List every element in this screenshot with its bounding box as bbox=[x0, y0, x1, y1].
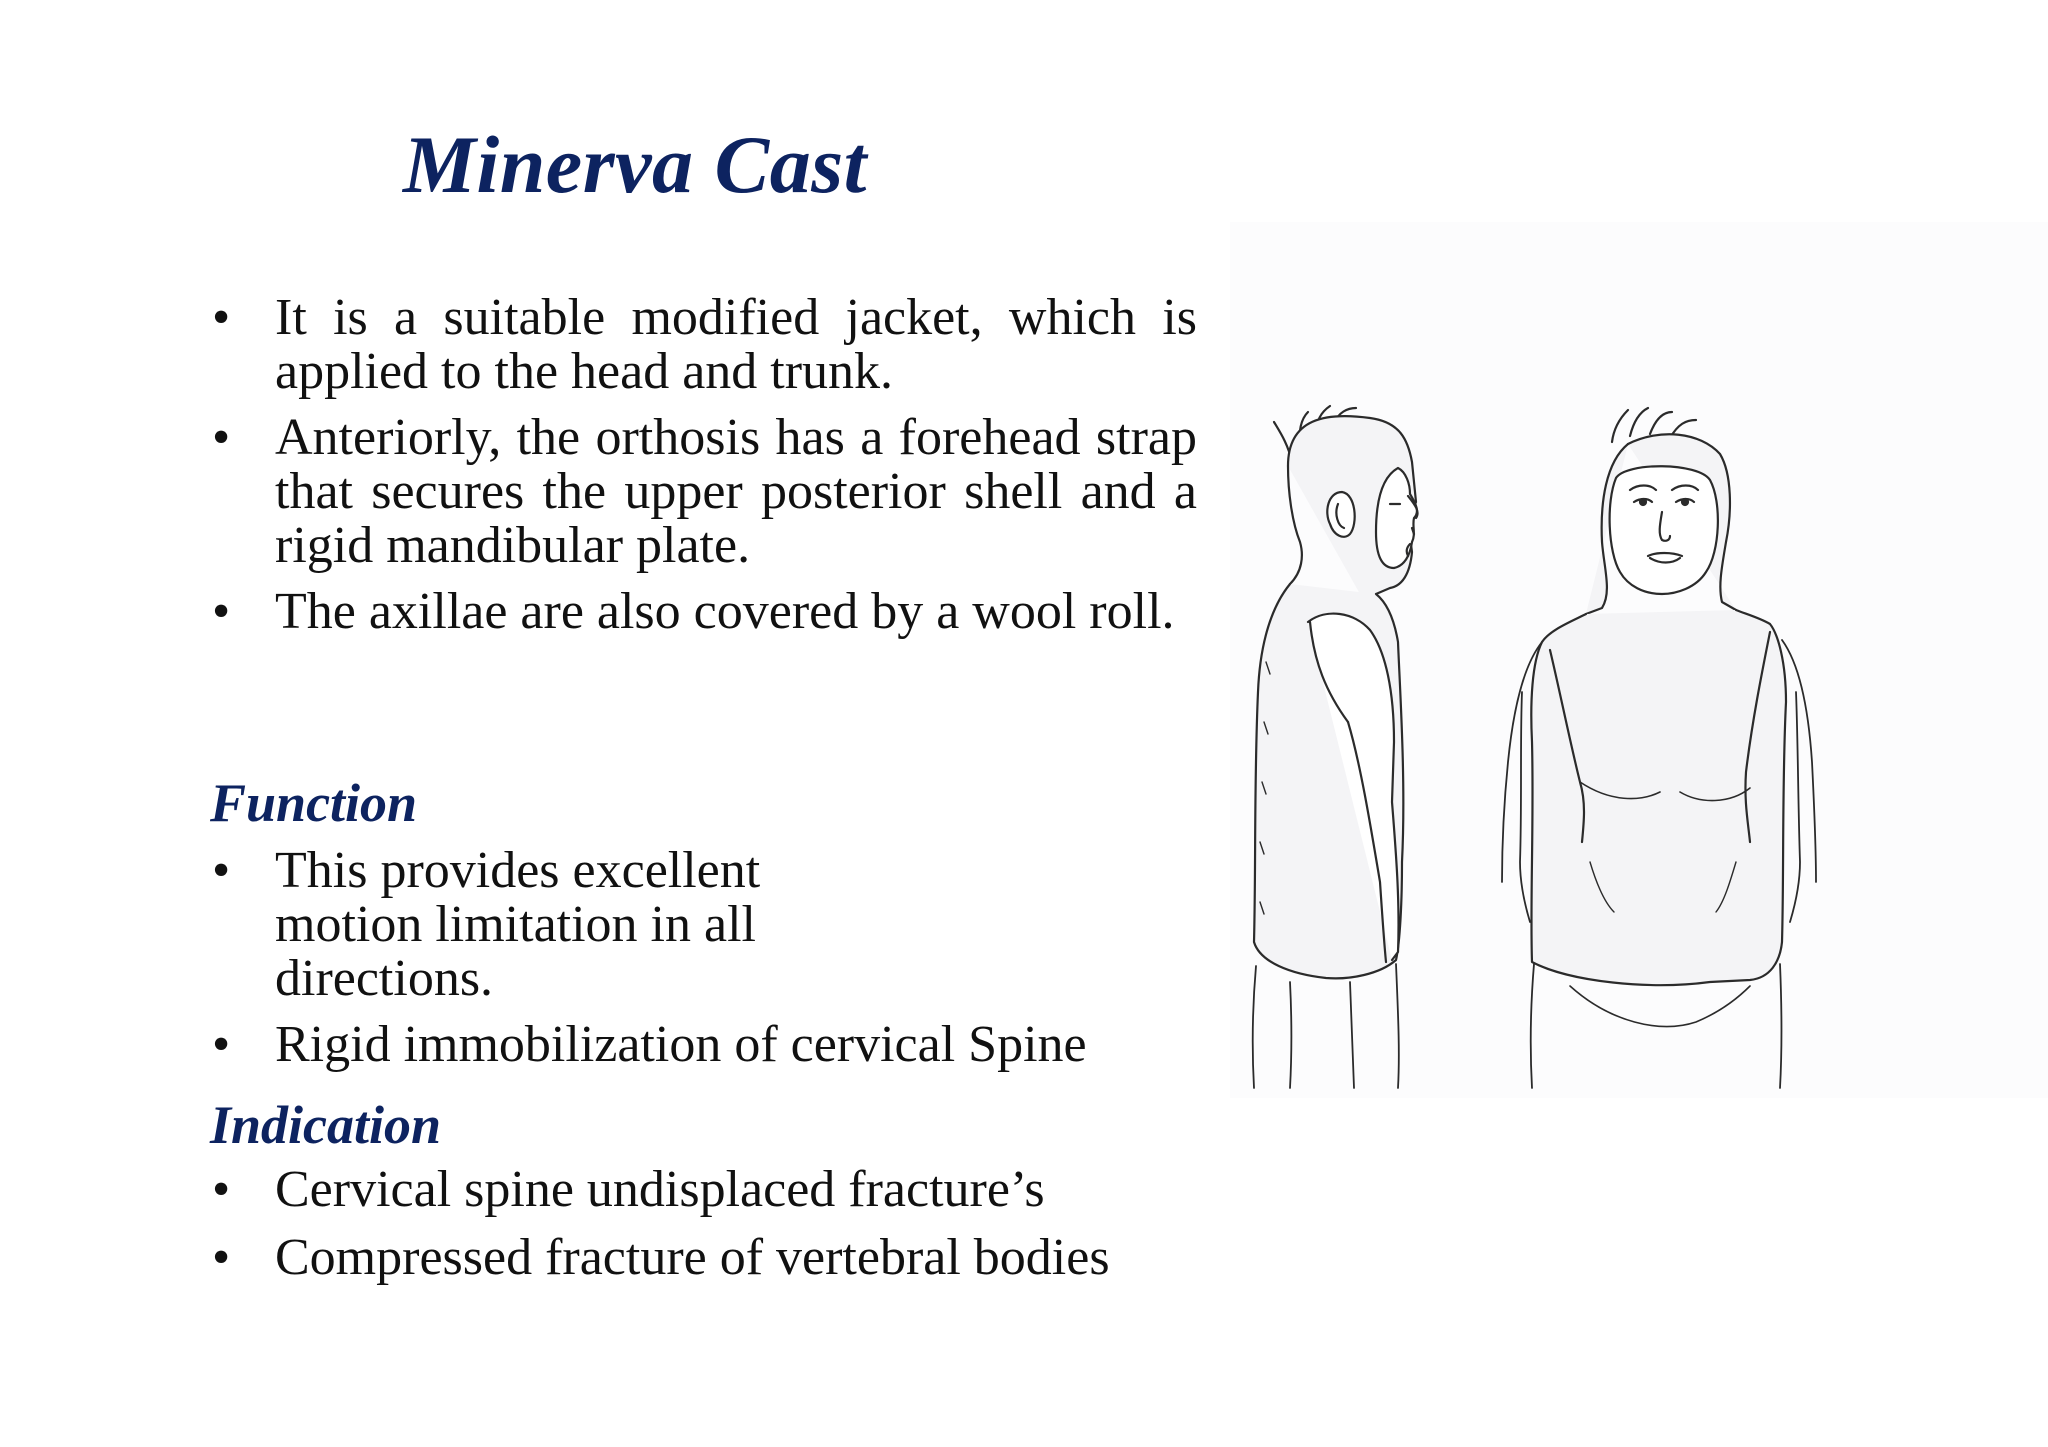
bullet: • bbox=[212, 1161, 231, 1218]
bullet: • bbox=[212, 289, 231, 346]
list-item bbox=[212, 411, 1197, 573]
description-point-2: Anteriorly, the orthosis has a forehead strap that secures the upper posterior shell and a rigid mandibular plate. bbox=[275, 409, 1197, 574]
indication-heading: Indication bbox=[210, 1095, 442, 1155]
minerva-cast-illustration bbox=[1230, 222, 2048, 1098]
function-point-1: This provides excellent motion limitation in all directions. bbox=[275, 842, 761, 1007]
indication-point-2: Compressed fracture of vertebral bodies bbox=[275, 1229, 1110, 1286]
bullet: • bbox=[212, 1016, 231, 1073]
list-item bbox=[212, 1018, 1197, 1072]
list-item bbox=[212, 1231, 1197, 1285]
function-point-2: Rigid immobilization of cervical Spine bbox=[275, 1016, 1087, 1073]
slide-title: Minerva Cast bbox=[403, 119, 867, 210]
description-list bbox=[212, 291, 1197, 651]
bullet: • bbox=[212, 842, 231, 899]
bullet: • bbox=[212, 583, 231, 640]
side-view-figure bbox=[1253, 406, 1418, 1088]
indication-list bbox=[212, 1163, 1197, 1299]
function-heading: Function bbox=[210, 773, 418, 833]
list-item bbox=[212, 291, 1197, 399]
description-point-3: The axillae are also covered by a wool roll. bbox=[275, 583, 1175, 640]
bullet: • bbox=[212, 1229, 231, 1286]
description-point-1: It is a suitable modified jacket, which is applied to the head and trunk. bbox=[275, 289, 1197, 400]
list-item bbox=[212, 844, 1197, 1006]
front-view-figure bbox=[1502, 408, 1816, 1088]
function-list bbox=[212, 844, 1197, 1084]
list-item bbox=[212, 585, 1197, 639]
bullet: • bbox=[212, 409, 231, 466]
list-item bbox=[212, 1163, 1197, 1217]
indication-point-1: Cervical spine undisplaced fracture’s bbox=[275, 1161, 1045, 1218]
